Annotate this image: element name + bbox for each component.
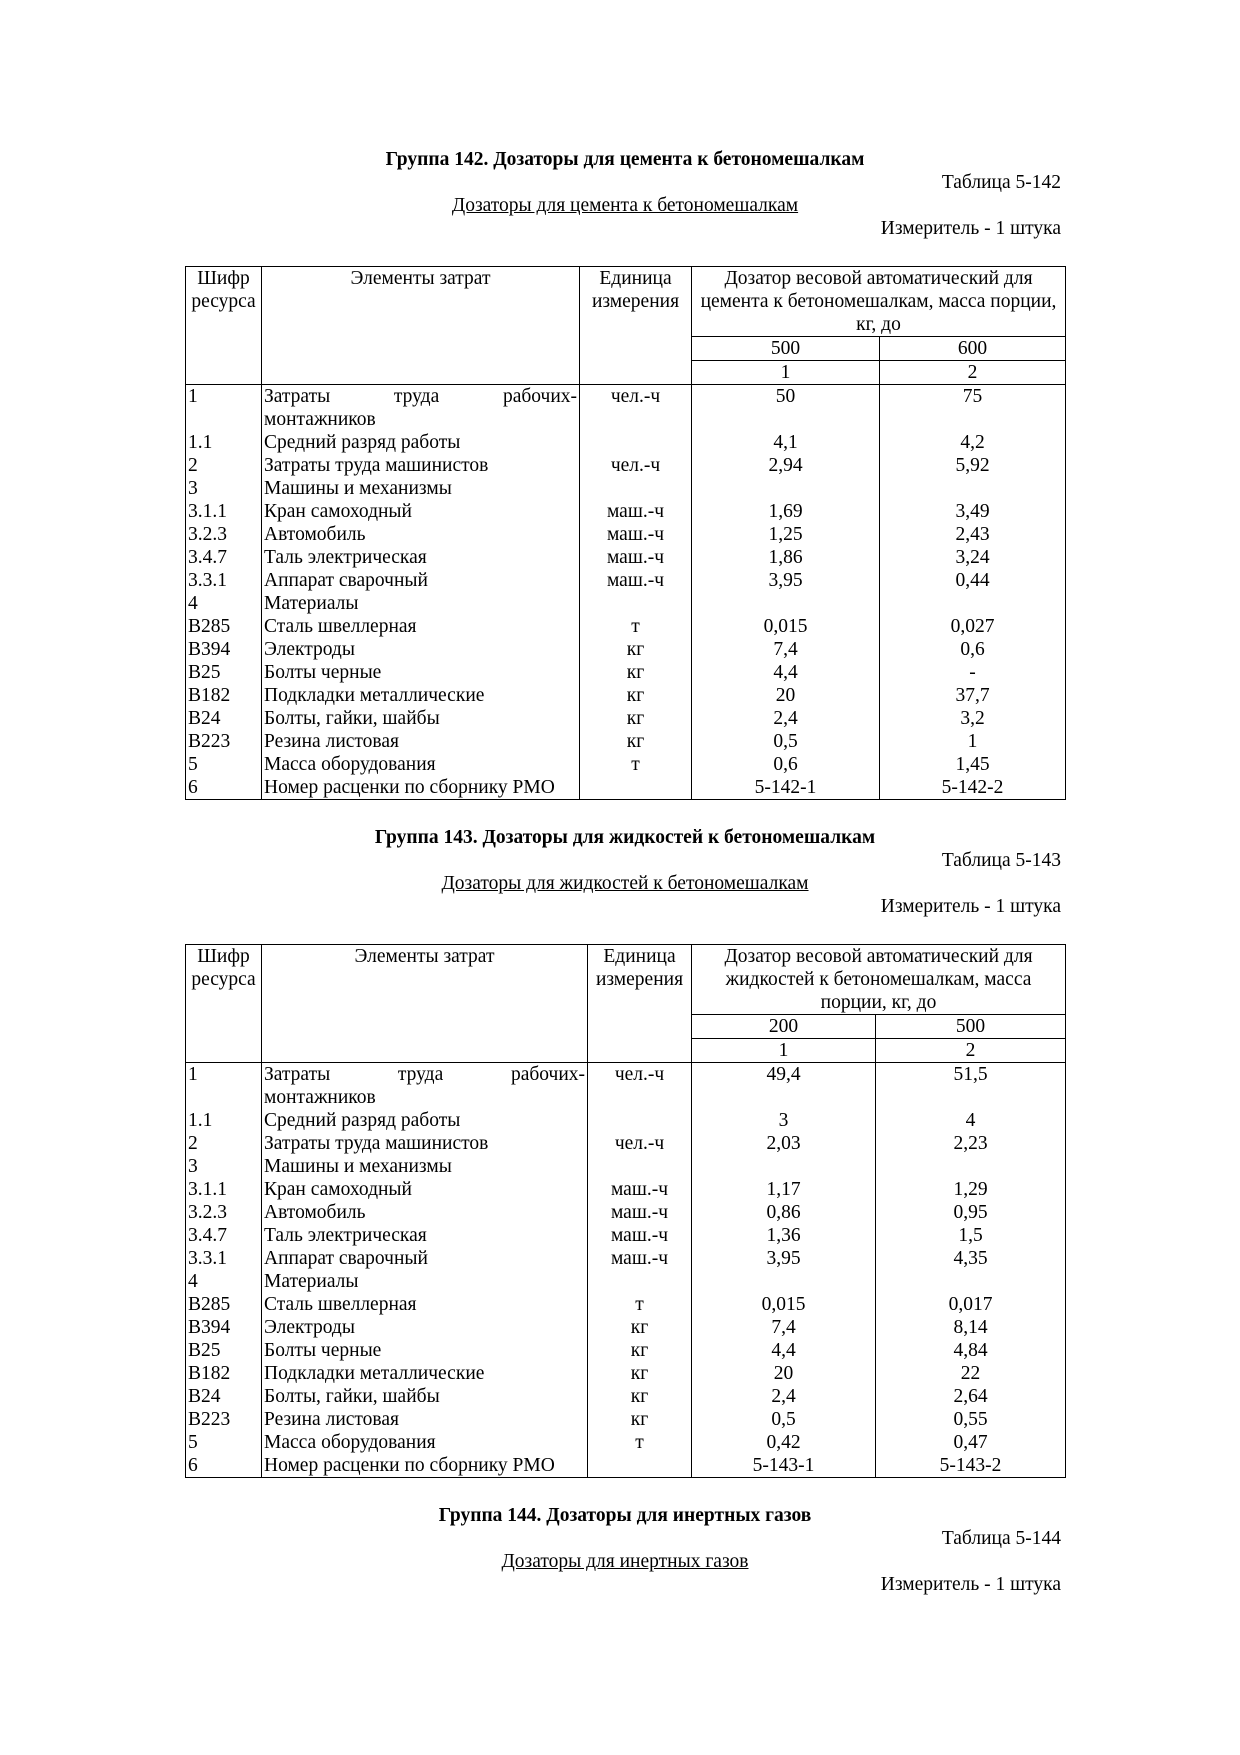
table-row [186,592,1066,615]
cell-value: 3 [692,1109,876,1132]
cell-element: Аппарат сварочный [262,1247,588,1270]
table-body [186,385,1066,800]
cell-unit: чел.-ч [588,1063,692,1110]
cell-value [876,1270,1066,1293]
table-row [186,730,1066,753]
table-row [186,1339,1066,1362]
group-title: Группа 143. Дозаторы для жидкостей к бетономешалкам [374,827,876,848]
cell-code: 3.4.7 [186,546,262,569]
cell-code: 1.1 [186,1109,262,1132]
cell-value: 7,4 [692,1316,876,1339]
cell-value: 2,03 [692,1132,876,1155]
cell-value: 4 [876,1109,1066,1132]
cell-value: 0,5 [692,1408,876,1431]
cell-value [876,1155,1066,1178]
cell-code: 6 [186,776,262,800]
table-row [186,684,1066,707]
cell-value: 1,25 [692,523,880,546]
cell-unit: маш.-ч [580,523,692,546]
cell-value: 1,45 [880,753,1066,776]
cell-code: 3.1.1 [186,1178,262,1201]
cell-unit [580,477,692,500]
table-row [186,385,1066,432]
cell-value: 3,95 [692,569,880,592]
cell-value: 1,69 [692,500,880,523]
cell-element: Масса оборудования [262,1431,588,1454]
cell-code: 3.2.3 [186,1201,262,1224]
cell-unit [580,776,692,800]
cell-unit: кг [580,707,692,730]
cell-value: 0,95 [876,1201,1066,1224]
cell-unit: кг [588,1339,692,1362]
cell-element: Болты, гайки, шайбы [262,707,580,730]
cell-element: Номер расценки по сборнику РМО [262,776,580,800]
cost-table [185,266,1066,800]
cell-element: Материалы [262,1270,588,1293]
table-number: Таблица 5-143 [941,850,1061,871]
cell-code: В182 [186,1362,262,1385]
header-unit: Единица измерения [580,267,692,385]
table-subtitle: Дозаторы для жидкостей к бетономешалкам [441,873,809,894]
group-title: Группа 144. Дозаторы для инертных газов [438,1505,812,1526]
table-row [186,1109,1066,1132]
cell-value: 2,94 [692,454,880,477]
cell-element: Средний разряд работы [262,1109,588,1132]
cell-value: 0,6 [880,638,1066,661]
cell-value: 3,95 [692,1247,876,1270]
section-group-144 [185,1504,1065,1596]
cell-element: Машины и механизмы [262,477,580,500]
header-elements: Элементы затрат [262,267,580,385]
cell-unit: маш.-ч [588,1178,692,1201]
table-row [186,477,1066,500]
cell-element: Подкладки металлические [262,1362,588,1385]
table-row [186,707,1066,730]
cell-element-word: рабочих- [502,386,577,407]
cell-value [692,477,880,500]
cell-code: В24 [186,1385,262,1408]
cell-unit: кг [588,1385,692,1408]
cell-element-word: труда [397,1064,444,1085]
cell-unit: т [588,1431,692,1454]
cell-code: 6 [186,1454,262,1478]
cell-value: - [880,661,1066,684]
table-row [186,454,1066,477]
cell-value: 0,027 [880,615,1066,638]
cost-table [185,944,1066,1478]
table-body [186,1063,1066,1478]
table-row [186,523,1066,546]
cell-element: Болты черные [262,661,580,684]
section-group-143 [185,826,1065,1476]
cell-value: 1,36 [692,1224,876,1247]
cell-value: 20 [692,1362,876,1385]
cell-value: 1,17 [692,1178,876,1201]
cell-unit: маш.-ч [580,500,692,523]
cell-element-continuation: монтажников [264,1087,376,1108]
cell-unit: кг [580,638,692,661]
cell-value [692,592,880,615]
table-row [186,1431,1066,1454]
cell-value: 75 [880,385,1066,432]
table-row [186,546,1066,569]
table-row [186,1063,1066,1110]
cell-code: В25 [186,661,262,684]
cell-element [262,1063,588,1110]
cell-value: 3,24 [880,546,1066,569]
cell-element [262,385,580,432]
header-description: Дозатор весовой автоматический для цемента к бетономешалкам, масса порции, кг, до [692,267,1066,337]
cell-unit [588,1454,692,1478]
cell-unit: маш.-ч [588,1224,692,1247]
cell-code: В285 [186,1293,262,1316]
cell-code: В24 [186,707,262,730]
cell-value [692,1155,876,1178]
header-col-number: 1 [692,361,880,385]
cell-element: Машины и механизмы [262,1155,588,1178]
cell-code: В223 [186,730,262,753]
cell-value: 0,6 [692,753,880,776]
table-row [186,1155,1066,1178]
cell-value: 4,4 [692,1339,876,1362]
cell-code: В394 [186,1316,262,1339]
table-row [186,1385,1066,1408]
cell-unit: т [588,1293,692,1316]
cell-value: 0,42 [692,1431,876,1454]
table-number: Таблица 5-144 [941,1528,1061,1549]
header-col-number: 2 [876,1039,1066,1063]
table-row [186,569,1066,592]
cell-value: 0,017 [876,1293,1066,1316]
cell-element: Затраты труда машинистов [262,1132,588,1155]
cell-value: 0,47 [876,1431,1066,1454]
header-elements: Элементы затрат [262,945,588,1063]
cell-code: 5 [186,753,262,776]
cell-value: 51,5 [876,1063,1066,1110]
measure-unit: Измеритель - 1 штука [880,218,1061,239]
cell-value: 20 [692,684,880,707]
table-row [186,1362,1066,1385]
cell-value: 5-143-2 [876,1454,1066,1478]
cell-element: Электроды [262,638,580,661]
table-row [186,1316,1066,1339]
cell-element: Подкладки металлические [262,684,580,707]
cell-value: 2,4 [692,1385,876,1408]
measure-unit: Измеритель - 1 штука [880,1574,1061,1595]
cell-value: 4,84 [876,1339,1066,1362]
table-row [186,500,1066,523]
cell-element: Автомобиль [262,1201,588,1224]
cell-value: 5-142-1 [692,776,880,800]
table-number: Таблица 5-142 [941,172,1061,193]
cell-unit: кг [588,1408,692,1431]
cell-element-word: рабочих- [510,1064,585,1085]
cell-value: 2,64 [876,1385,1066,1408]
cell-code: 5 [186,1431,262,1454]
cell-element: Масса оборудования [262,753,580,776]
cell-code: В25 [186,1339,262,1362]
cell-code: В182 [186,684,262,707]
cell-value: 22 [876,1362,1066,1385]
cell-value: 49,4 [692,1063,876,1110]
cell-value [880,477,1066,500]
cell-unit: чел.-ч [580,385,692,432]
table-row [186,661,1066,684]
cell-value: 0,015 [692,1293,876,1316]
cell-unit [588,1109,692,1132]
cell-value: 0,55 [876,1408,1066,1431]
cell-element: Сталь швеллерная [262,615,580,638]
cell-unit: маш.-ч [580,546,692,569]
cell-element: Автомобиль [262,523,580,546]
cell-element: Таль электрическая [262,546,580,569]
cell-code: В223 [186,1408,262,1431]
cell-element: Резина листовая [262,1408,588,1431]
cell-code: 3.1.1 [186,500,262,523]
cell-code: 3.3.1 [186,1247,262,1270]
table-row [186,1408,1066,1431]
table-row [186,431,1066,454]
cell-unit: т [580,753,692,776]
cell-unit [588,1155,692,1178]
cell-element: Кран самоходный [262,500,580,523]
cell-code: 1 [186,1063,262,1110]
measure-unit: Измеритель - 1 штука [880,896,1061,917]
table-row [186,1293,1066,1316]
cell-unit [588,1270,692,1293]
table-row [186,1454,1066,1478]
cell-code: 3.2.3 [186,523,262,546]
cell-code: 3.4.7 [186,1224,262,1247]
cell-code: 1.1 [186,431,262,454]
cell-value: 0,86 [692,1201,876,1224]
cell-unit: чел.-ч [580,454,692,477]
header-col-value: 500 [876,1015,1066,1039]
cell-element: Аппарат сварочный [262,569,580,592]
cell-value: 50 [692,385,880,432]
table-subtitle: Дозаторы для инертных газов [501,1551,749,1572]
cell-element: Сталь швеллерная [262,1293,588,1316]
cell-element: Таль электрическая [262,1224,588,1247]
cell-unit: маш.-ч [580,569,692,592]
cell-value: 0,015 [692,615,880,638]
table-row [186,753,1066,776]
cell-value: 8,14 [876,1316,1066,1339]
cell-value [880,592,1066,615]
cell-element-word: Затраты [264,386,331,407]
header-code: Шифр ресурса [186,267,262,385]
cell-value: 4,35 [876,1247,1066,1270]
cell-unit: т [580,615,692,638]
cell-value: 5-143-1 [692,1454,876,1478]
cell-value: 2,4 [692,707,880,730]
cell-unit [580,592,692,615]
header-unit: Единица измерения [588,945,692,1063]
cell-code: В394 [186,638,262,661]
cell-element: Материалы [262,592,580,615]
cell-unit: кг [580,684,692,707]
cell-value: 1,86 [692,546,880,569]
cell-unit: маш.-ч [588,1247,692,1270]
cell-element-word: труда [393,386,440,407]
header-col-value: 200 [692,1015,876,1039]
cell-code: 1 [186,385,262,432]
table-row [186,1270,1066,1293]
cell-value: 7,4 [692,638,880,661]
cell-unit: кг [580,661,692,684]
table-row [186,1247,1066,1270]
cell-element: Кран самоходный [262,1178,588,1201]
table-row [186,776,1066,800]
table-row [186,615,1066,638]
cell-value: 5,92 [880,454,1066,477]
cell-code: 4 [186,592,262,615]
header-description: Дозатор весовой автоматический для жидкостей к бетономешалкам, масса порции, кг, до [692,945,1066,1015]
table-row [186,1201,1066,1224]
cell-unit: кг [588,1362,692,1385]
cell-value: 3,2 [880,707,1066,730]
table-row [186,1224,1066,1247]
cell-value: 4,4 [692,661,880,684]
cell-code: В285 [186,615,262,638]
cell-unit: кг [580,730,692,753]
cell-value: 1 [880,730,1066,753]
cell-value: 0,5 [692,730,880,753]
cell-code: 3 [186,477,262,500]
cell-code: 3.3.1 [186,569,262,592]
cell-value: 4,1 [692,431,880,454]
cell-unit: маш.-ч [588,1201,692,1224]
cell-value: 5-142-2 [880,776,1066,800]
cell-code: 4 [186,1270,262,1293]
header-col-value: 600 [880,337,1066,361]
cell-unit [580,431,692,454]
cell-value: 37,7 [880,684,1066,707]
cell-element: Болты черные [262,1339,588,1362]
section-group-142 [185,148,1065,798]
table-row [186,1132,1066,1155]
cell-element-word: Затраты [264,1064,331,1085]
cell-element: Электроды [262,1316,588,1339]
cell-value [692,1270,876,1293]
cell-element-continuation: монтажников [264,409,376,430]
table-row [186,638,1066,661]
header-col-number: 2 [880,361,1066,385]
table-subtitle: Дозаторы для цемента к бетономешалкам [451,195,799,216]
cell-value: 4,2 [880,431,1066,454]
table-row [186,1178,1066,1201]
cell-value: 2,43 [880,523,1066,546]
cell-element: Затраты труда машинистов [262,454,580,477]
cell-value: 1,29 [876,1178,1066,1201]
cell-element: Номер расценки по сборнику РМО [262,1454,588,1478]
cell-unit: чел.-ч [588,1132,692,1155]
cell-code: 3 [186,1155,262,1178]
cell-code: 2 [186,454,262,477]
header-code: Шифр ресурса [186,945,262,1063]
cell-element: Средний разряд работы [262,431,580,454]
cell-element: Болты, гайки, шайбы [262,1385,588,1408]
cell-element: Резина листовая [262,730,580,753]
cell-code: 2 [186,1132,262,1155]
header-col-number: 1 [692,1039,876,1063]
cell-value: 1,5 [876,1224,1066,1247]
header-col-value: 500 [692,337,880,361]
cell-value: 0,44 [880,569,1066,592]
cell-unit: кг [588,1316,692,1339]
group-title: Группа 142. Дозаторы для цемента к бетономешалкам [385,149,865,170]
cell-value: 3,49 [880,500,1066,523]
cell-value: 2,23 [876,1132,1066,1155]
